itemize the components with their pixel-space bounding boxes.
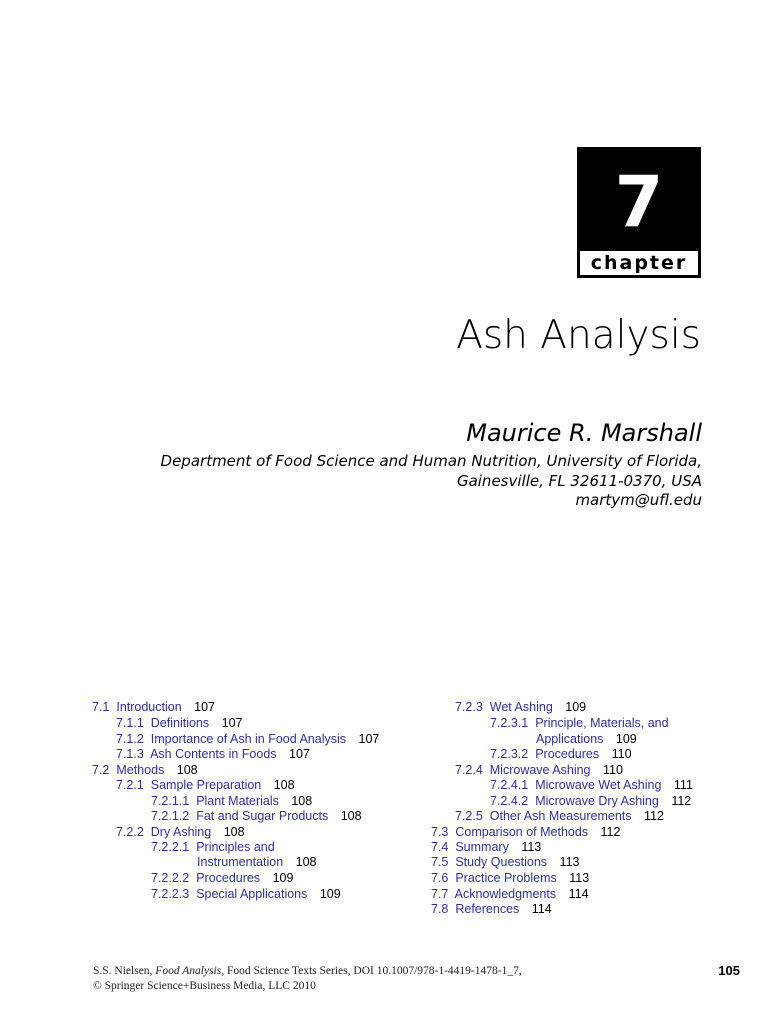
toc-number: 7.1.1 (116, 716, 144, 730)
toc-entry[interactable] (431, 870, 589, 886)
toc-number: 7.2.2.2 (151, 871, 190, 885)
toc-page: 108 (295, 855, 317, 869)
toc-number: 7.2.3.1 (490, 716, 529, 730)
toc-entry[interactable] (490, 793, 691, 809)
toc-entry[interactable] (431, 839, 541, 855)
toc-entry[interactable] (431, 854, 579, 870)
toc-page: 108 (291, 794, 313, 808)
toc-page: 108 (176, 763, 198, 777)
toc-entry[interactable] (116, 731, 379, 747)
toc-number: 7.2.4.1 (490, 778, 529, 792)
toc-page: 108 (273, 778, 295, 792)
toc-link[interactable]: Practice Problems (455, 871, 557, 885)
toc-number: 7.2 (92, 763, 110, 777)
chapter-label: chapter (580, 251, 698, 275)
toc-link[interactable]: Instrumentation (197, 855, 284, 869)
toc-number: 7.2.4.2 (490, 794, 529, 808)
toc-link[interactable]: Microwave Dry Ashing (535, 794, 659, 808)
toc-link[interactable]: Dry Ashing (150, 825, 212, 839)
toc-entry[interactable] (151, 886, 341, 902)
toc-number: 7.4 (431, 840, 449, 854)
toc-entry[interactable] (151, 870, 293, 886)
toc-page: 109 (615, 732, 637, 746)
toc-number: 7.2.1.2 (151, 809, 190, 823)
toc-link[interactable]: Plant Materials (196, 794, 279, 808)
toc-page: 112 (600, 825, 621, 839)
toc-link[interactable]: Ash Contents in Foods (150, 747, 277, 761)
chapter-title: Ash Analysis (456, 313, 701, 358)
toc-entry[interactable] (116, 715, 242, 731)
toc-page: 108 (223, 825, 245, 839)
toc-entry[interactable] (151, 839, 275, 855)
toc-number: 7.3 (431, 825, 449, 839)
toc-entry[interactable] (431, 824, 620, 840)
toc-entry[interactable] (151, 793, 312, 809)
toc-entry[interactable] (431, 901, 552, 917)
toc-page: 114 (568, 887, 589, 901)
toc-link[interactable]: Special Applications (196, 887, 308, 901)
toc-link[interactable]: Sample Preparation (150, 778, 262, 792)
toc-page: 111 (673, 778, 693, 792)
toc-link[interactable]: Procedures (196, 871, 261, 885)
toc-page: 109 (565, 700, 587, 714)
toc-number: 7.2.2.3 (151, 887, 190, 901)
toc-number: 7.2.3 (455, 700, 483, 714)
toc-page: 109 (319, 887, 341, 901)
toc-entry[interactable] (490, 777, 693, 793)
toc-entry[interactable] (490, 715, 669, 731)
toc-page: 108 (340, 809, 362, 823)
toc-page: 113 (521, 840, 542, 854)
toc-entry[interactable] (92, 762, 198, 778)
toc-link[interactable]: Comparison of Methods (455, 825, 589, 839)
toc-entry[interactable] (151, 808, 362, 824)
footer-citation-suffix: , Food Science Texts Series, DOI 10.1007/978-1-4419-1478-1_7, (221, 965, 522, 977)
toc-link[interactable]: Procedures (535, 747, 600, 761)
toc-entry[interactable] (116, 746, 310, 762)
toc-entry-continuation[interactable] (536, 731, 637, 747)
author-affiliation-line2: Gainesville, FL 32611-0370, USA (456, 472, 702, 490)
toc-link[interactable]: Wet Ashing (489, 700, 553, 714)
toc-link[interactable]: Study Questions (455, 855, 548, 869)
toc-number: 7.1.3 (116, 747, 144, 761)
toc-page: 110 (611, 747, 632, 761)
chapter-number: 7 (614, 161, 664, 243)
toc-page: 107 (194, 700, 216, 714)
footer-citation (93, 964, 522, 979)
toc-page: 107 (221, 716, 243, 730)
toc-link[interactable]: Definitions (150, 716, 210, 730)
toc-page: 109 (272, 871, 294, 885)
toc-page: 107 (358, 732, 380, 746)
toc-entry[interactable] (116, 824, 245, 840)
toc-number: 7.2.2 (116, 825, 144, 839)
author-affiliation-line1: Department of Food Science and Human Nutrition, University of Florida, (160, 452, 702, 470)
toc-entry[interactable] (431, 886, 589, 902)
toc-link[interactable]: Principles and (196, 840, 275, 854)
toc-page: 112 (671, 794, 692, 808)
page-number: 105 (718, 963, 740, 978)
toc-entry[interactable] (455, 762, 623, 778)
page-footer (93, 964, 522, 994)
toc-entry[interactable] (92, 699, 215, 715)
author-name: Maurice R. Marshall (466, 419, 702, 447)
toc-number: 7.2.2.1 (151, 840, 190, 854)
toc-page: 113 (559, 855, 580, 869)
author-email[interactable]: martym@ufl.edu (575, 491, 702, 509)
toc-page: 107 (289, 747, 310, 761)
toc-number: 7.1 (92, 700, 110, 714)
toc-number: 7.2.1.1 (151, 794, 190, 808)
toc-link[interactable]: Microwave Ashing (489, 763, 591, 777)
toc-link[interactable]: References (455, 902, 520, 916)
toc-link[interactable]: Applications (536, 732, 604, 746)
toc-page: 112 (643, 809, 664, 823)
footer-citation-prefix: S.S. Nielsen, (93, 965, 156, 977)
toc-number: 7.7 (431, 887, 449, 901)
toc-entry[interactable] (455, 699, 586, 715)
toc-number: 7.2.5 (455, 809, 483, 823)
toc-page: 114 (531, 902, 552, 916)
toc-link[interactable]: Principle, Materials, and (535, 716, 669, 730)
toc-link[interactable]: Introduction (116, 700, 182, 714)
chapter-badge (577, 147, 701, 278)
footer-book-title: Food Analysis (155, 965, 222, 977)
toc-entry[interactable] (116, 777, 295, 793)
toc-page: 110 (603, 763, 623, 777)
toc-entry[interactable] (455, 808, 664, 824)
toc-number: 7.6 (431, 871, 449, 885)
toc-link[interactable]: Importance of Ash in Food Analysis (150, 732, 347, 746)
toc-number: 7.2.1 (116, 778, 144, 792)
toc-link[interactable]: Microwave Wet Ashing (535, 778, 662, 792)
toc-link[interactable]: Acknowledgments (454, 887, 557, 901)
toc-link[interactable]: Summary (455, 840, 509, 854)
toc-number: 7.2.3.2 (490, 747, 529, 761)
toc-number: 7.8 (431, 902, 449, 916)
toc-entry[interactable] (490, 746, 632, 762)
toc-entry-continuation[interactable] (197, 854, 317, 870)
toc-number: 7.2.4 (455, 763, 483, 777)
toc-link[interactable]: Other Ash Measurements (489, 809, 632, 823)
toc-link[interactable]: Methods (116, 763, 165, 777)
toc-number: 7.1.2 (116, 732, 144, 746)
footer-copyright: © Springer Science+Business Media, LLC 2010 (93, 980, 316, 992)
toc-page: 113 (569, 871, 590, 885)
toc-link[interactable]: Fat and Sugar Products (196, 809, 329, 823)
toc-number: 7.5 (431, 855, 449, 869)
